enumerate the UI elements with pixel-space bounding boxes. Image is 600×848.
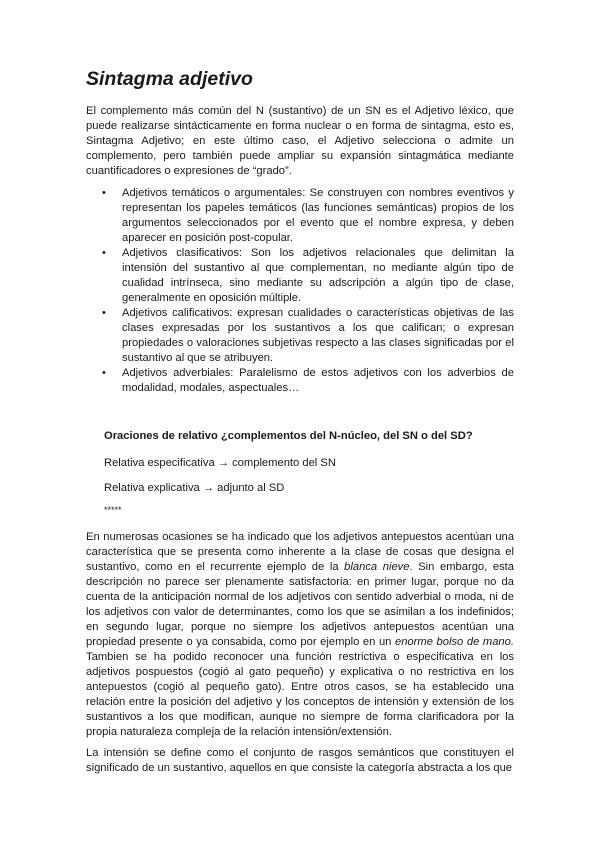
list-item-text: Adjetivos adverbiales: Paralelismo de estos adjetivos con los adverbios de modalidad, modales, aspectuales…: [122, 367, 514, 394]
list-item: [86, 366, 514, 396]
body-text: Tambien se ha podido reconocer una función restrictiva o especificativa en los adjetivos pospuestos (cogió al gato pequeño) y explicativa o no restrictiva en los antepuestos (cogió al pequeño gato). Entre otros casos, se ha establecido una relación entre la posición del adjetivo y los conceptos de intensión y extensión de los sustantivos a los que modifican, aunque no siempre de forma clarificadora por la propia naturaleza compleja de la relación intensión/extensión.: [86, 651, 514, 738]
adjective-types-list: [86, 186, 514, 396]
body-text: En numerosas ocasiones se ha indicado que los adjetivos antepuestos acentúan una característica que se presenta como inherente a la clase de cosas que designa el sustantivo, como en el recurrente ejemplo de la: [86, 531, 514, 573]
intro-paragraph: El complemento más común del N (sustantivo) de un SN es el Adjetivo léxico, que puede realizarse sintácticamente en forma nuclear o en forma de sintagma, esto es, Sintagma Adjetivo; en este último caso, el Adjetivo selecciona o admite un complemento, pero también puede ampliar su expansión sintagmática mediante cuantificadores o expresiones de “grado”.: [86, 105, 514, 177]
list-item: [86, 186, 514, 246]
example-italic: enorme bolso de mano.: [394, 636, 514, 648]
page-title: Sintagma adjetivo: [86, 68, 253, 90]
bullet-icon: •: [102, 367, 106, 379]
bullet-icon: •: [102, 307, 106, 319]
bullet-icon: •: [102, 247, 106, 259]
body-paragraph-1: [86, 530, 514, 740]
list-item-text: Adjetivos calificativos: expresan cualidades o características objetivas de las clases expresadas por los sustantivos a los que califican; o expresan propiedades o valoraciones subjetivas respecto a las clases significadas por el sustantivo al que se atribuyen.: [122, 307, 514, 364]
relativa-explicativa-line: Relativa explicativa → adjunto al SD: [104, 482, 285, 494]
body-text: . Sin embargo, esta descripción no parece ser plenamente satisfactoria: en primer lugar, porque no da cuenta de la anticipación normal de los adjetivos con sentido adverbial o moda, ni de los adjetivos con valor de determinantes, como los que se asimilan a los indefinidos; en segundo lugar, porque no siempre los adjetivos antepuestos acentúan una propiedad presente o ya consabida, como por ejemplo en un: [86, 561, 515, 648]
example-italic: blanca nieve: [344, 561, 410, 573]
list-item: [86, 306, 514, 366]
relativa-especificativa-line: Relativa especificativa → complemento del SN: [104, 457, 336, 469]
body-paragraph-2: La intensión se define como el conjunto de rasgos semánticos que constituyen el significado de un sustantivo, aquellos en que consiste la categoría abstracta a los que: [86, 747, 514, 774]
list-item-text: Adjetivos temáticos o argumentales: Se construyen con nombres eventivos y representan los papeles temáticos (las funciones semánticas) propios de los argumentos seleccionados por el evento que el nombre expresa, y deben aparecer en posición post-copular.: [122, 187, 514, 244]
separator: *****: [104, 505, 122, 515]
list-item: [86, 246, 514, 306]
list-item-text: Adjetivos clasificativos: Son los adjetivos relacionales que delimitan la intensión del sustantivo al que complementan, no mediante algún tipo de cualidad intrínseca, sino mediante su adscripción a algún tipo de clase, generalmente en oposición múltiple.: [122, 247, 514, 304]
section-heading: Oraciones de relativo ¿complementos del N-núcleo, del SN o del SD?: [104, 430, 473, 442]
bullet-icon: •: [102, 187, 106, 199]
